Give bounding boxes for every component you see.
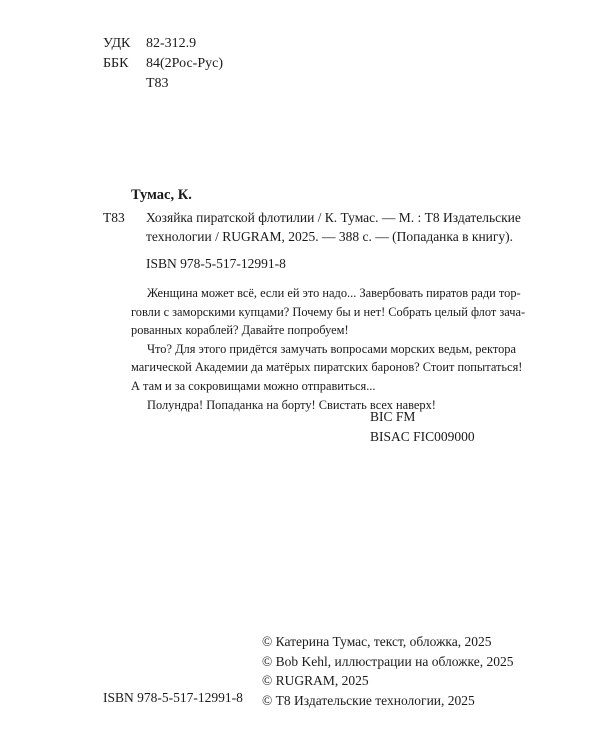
annotation-line: магической Академии да матёрых пиратских баронов? Стоит попытаться! bbox=[131, 360, 523, 375]
copyright-line: © Т8 Издательские технологии, 2025 bbox=[262, 692, 475, 708]
catalog-sign: Т83 bbox=[103, 210, 125, 225]
catalog-line-1: Хозяйка пиратской флотилии / К. Тумас. — М. : Т8 Издательские bbox=[146, 210, 521, 225]
annotation-line: А там и за сокровищами можно отправиться... bbox=[131, 378, 376, 393]
copyright-line: © Катерина Тумас, текст, обложка, 2025 bbox=[262, 634, 492, 649]
annotation-line: Женщина может всё, если ей это надо... Завербовать пиратов ради тор- bbox=[147, 286, 521, 300]
bbk-value: 84(2Рос-Рус) bbox=[146, 56, 223, 71]
annotation-line: Что? Для этого придётся замучать вопросами морских ведьм, ректора bbox=[147, 341, 516, 356]
udk-value: 82-312.9 bbox=[146, 36, 197, 51]
catalog-line-2: технологии / RUGRAM, 2025. — 388 с. — (Попаданка в книгу). bbox=[146, 229, 514, 244]
bbk-key: ББК bbox=[103, 56, 129, 71]
copyright-isbn: ISBN 978-5-517-12991-8 bbox=[103, 690, 243, 705]
catalog-isbn: ISBN 978-5-517-12991-8 bbox=[146, 256, 286, 271]
copyright-line: © RUGRAM, 2025 bbox=[262, 673, 369, 688]
copyright-line: © Bob Kehl, иллюстрации на обложке, 2025 bbox=[262, 653, 514, 669]
annotation-line: говли с заморскими купцами? Почему бы и нет! Собрать целый флот зача- bbox=[131, 304, 526, 319]
bisac-code: BISAC FIC009000 bbox=[370, 429, 475, 444]
annotation-line: Полундра! Попаданка на борту! Свистать всех наверх! bbox=[147, 397, 436, 412]
bic-code: BIC FM bbox=[370, 409, 416, 424]
author-name: Тумас, К. bbox=[131, 187, 192, 203]
udk-row bbox=[103, 35, 303, 53]
copyright-block bbox=[262, 632, 513, 710]
bbk-row bbox=[103, 55, 303, 73]
annotation-line: рованных кораблей? Давайте попробуем! bbox=[131, 323, 349, 338]
author-sign-top: Т83 bbox=[146, 76, 169, 91]
annotation bbox=[131, 284, 526, 414]
udk-key: УДК bbox=[103, 36, 131, 51]
